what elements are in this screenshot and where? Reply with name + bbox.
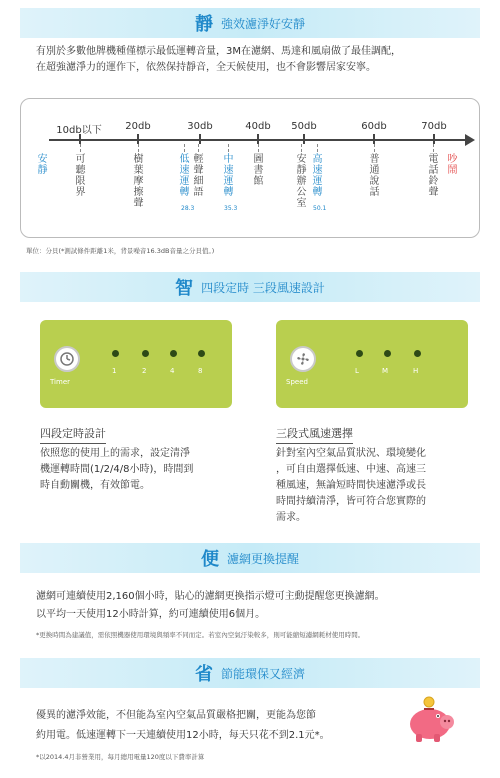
timer-button[interactable] [54, 346, 80, 372]
section-header-convenient [20, 543, 480, 573]
db-label: 20db [125, 121, 151, 132]
speed-title: 三段式風速選擇 [276, 425, 353, 444]
scale-tick [433, 134, 435, 144]
filter-line: 以平均一天使用12小時計算，約可連續使用6個月。 [36, 609, 266, 620]
scale-item: 輕聲細語 [193, 154, 204, 198]
speed-line: ，可自由選擇低速、中速、高速三 [276, 464, 426, 475]
intro-line: 在超強濾淨力的運作下，依然保持靜音，全天候使用，也不會影響居家安寧。 [36, 62, 376, 73]
scale-item: 樹葉摩擦聲 [133, 154, 144, 209]
section-title-char: 便 [200, 549, 219, 570]
scale-tick [303, 134, 305, 144]
section-header-smart [20, 272, 480, 302]
filter-note: *更換時間為建議值，需依照機器使用環境與頻率不同而定。若室內空氣汙染較多，則可能縮短濾網耗材使用時間。 [36, 631, 365, 639]
db-label: 30db [187, 121, 213, 132]
filter-line: 濾網可連續使用2,160個小時，貼心的濾網更換指示燈可主動提醒您更換濾網。 [36, 591, 385, 602]
timer-led [142, 350, 149, 357]
timer-line: 依照您的使用上的需求，設定清淨 [40, 448, 190, 459]
timer-label: Timer [50, 378, 71, 386]
db-label: 70db [421, 121, 447, 132]
speed-button[interactable] [290, 346, 316, 372]
speed-description [276, 446, 426, 526]
economy-line: 優異的濾淨效能，不但能為室內空氣品質嚴格把關，更能為您節 [36, 710, 316, 721]
economy-text [36, 706, 330, 746]
db-label: 50db [291, 121, 317, 132]
scale-item: 可聽限界 [75, 154, 86, 198]
scale-item: 圖書館 [253, 154, 264, 187]
timer-panel [40, 320, 232, 408]
timer-led [198, 350, 205, 357]
scale-item: 普通說話 [369, 154, 380, 198]
value-high: 50.1 [313, 205, 327, 212]
speed-led-label: L [355, 367, 359, 375]
scale-axis [49, 139, 469, 141]
scale-tick [257, 134, 259, 144]
section-subtitle: 四段定時 三段風速設計 [201, 280, 325, 295]
section-subtitle: 強效濾淨好安靜 [220, 16, 305, 31]
db-label: 10db以下 [56, 125, 102, 136]
economy-note: *以2014.4月非營業用，每月總用電量120度以下費率計算 [36, 753, 205, 761]
scale-tick [199, 134, 201, 144]
section-title-char: 省 [194, 664, 213, 685]
scale-item: 安靜 [37, 154, 48, 176]
section-title-char: 靜 [194, 14, 213, 35]
economy-line: 約用電。低速運轉下一天連續使用12小時，每天只花不到2.1元*。 [36, 730, 330, 741]
value-mid: 35.3 [224, 205, 238, 212]
timer-led-label: 2 [142, 367, 147, 375]
scale-item-mid: 中速運轉 [223, 154, 234, 198]
timer-led-label: 8 [198, 367, 203, 375]
scale-tick [373, 134, 375, 144]
scale-item-low: 低速運轉 [179, 154, 190, 198]
fan-icon [295, 351, 311, 367]
speed-led [384, 350, 391, 357]
section-header-economic [20, 658, 480, 688]
section-title-char: 智 [175, 278, 194, 299]
filter-text [36, 588, 385, 624]
speed-line: 種風速，無論短時間快速濾淨或長 [276, 480, 426, 491]
timer-led-label: 4 [170, 367, 175, 375]
speed-label: Speed [286, 378, 308, 386]
arrow-right-icon [465, 134, 475, 146]
speed-line: 時間持續清淨，皆可符合您實際的 [276, 496, 426, 507]
db-label: 60db [361, 121, 387, 132]
section-subtitle: 濾網更換提醒 [226, 551, 299, 566]
timer-title: 四段定時設計 [40, 425, 106, 444]
speed-led-label: M [382, 367, 389, 375]
timer-led [112, 350, 119, 357]
piggy-bank-icon [400, 696, 458, 744]
unit-note: 單位：分貝(*測試條件距離1米，背景噪音16.3dB音量之分貝值。) [26, 247, 215, 255]
value-low: 28.3 [181, 205, 195, 212]
section-header-quiet [20, 8, 480, 38]
speed-panel [276, 320, 468, 408]
speed-led-label: H [413, 367, 419, 375]
timer-led [170, 350, 177, 357]
timer-led-label: 1 [112, 367, 117, 375]
timer-line: 時自動關機，有效節電。 [40, 480, 150, 491]
scale-item-loud: 吵鬧 [447, 154, 458, 176]
speed-led [356, 350, 363, 357]
timer-line: 機運轉時間(1/2/4/8小時)，時間到 [40, 464, 194, 475]
scale-item: 電話鈴聲 [428, 154, 439, 198]
scale-tick [137, 134, 139, 144]
timer-icon [59, 351, 75, 367]
section-subtitle: 節能環保又經濟 [220, 666, 305, 681]
decibel-scale [20, 98, 480, 238]
speed-led [414, 350, 421, 357]
speed-line: 需求。 [276, 512, 306, 523]
intro-line: 有別於多數他牌機種僅標示最低運轉音量，3M在濾網、馬達和風扇做了最佳調配， [36, 46, 401, 57]
db-label: 40db [245, 121, 271, 132]
speed-line: 針對室內空氣品質狀況、環境變化 [276, 448, 426, 459]
scale-item: 安靜辦公室 [296, 154, 307, 209]
intro-text [36, 44, 401, 76]
scale-item-high: 高速運轉 [312, 154, 323, 198]
timer-description [40, 446, 193, 494]
